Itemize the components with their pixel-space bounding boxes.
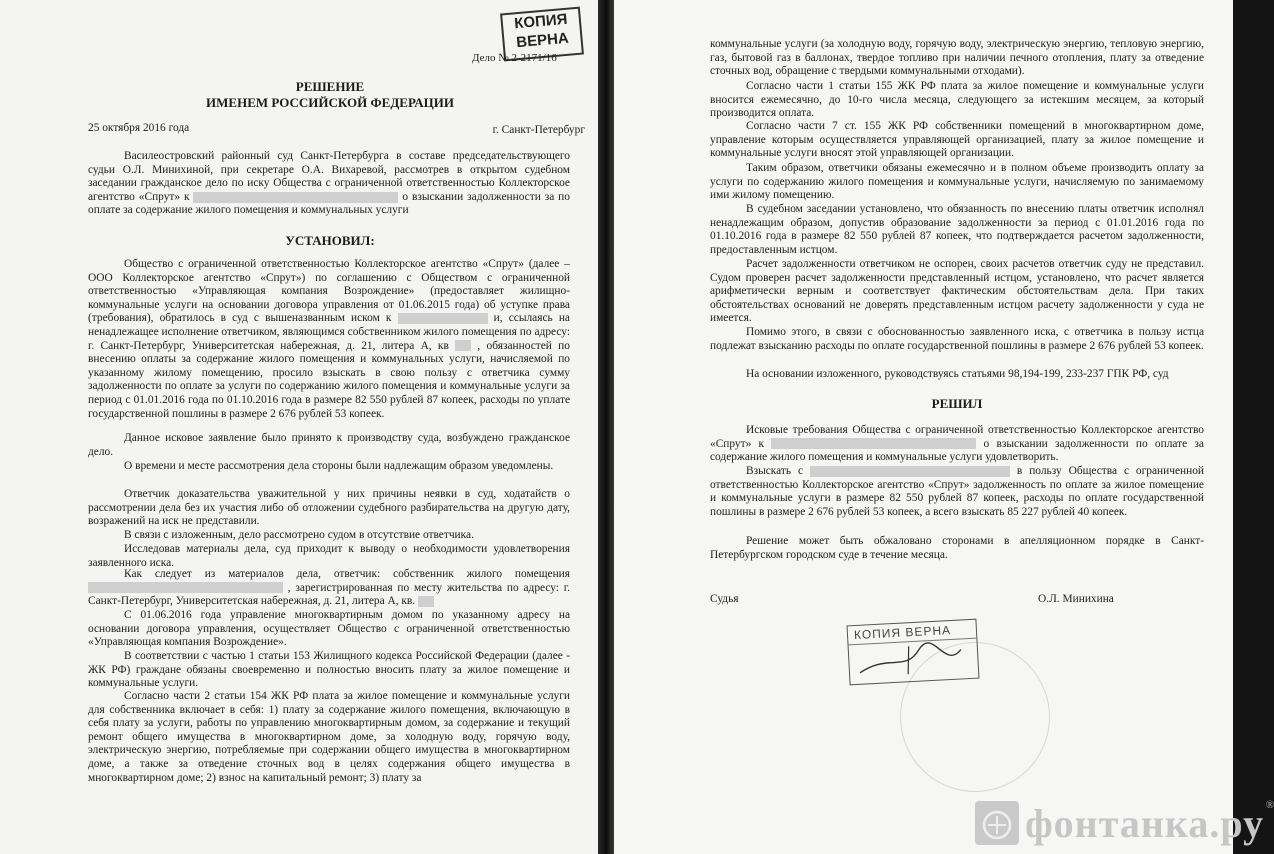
paragraph-notified: О времени и месте рассмотрения дела стороны были надлежащим образом уведомлены. <box>124 460 554 472</box>
paragraph-claim-text-c: , обязанностей по внесению оплаты за содержание жилого помещения и коммунальных услуги, начисляемой по указанному жилому помещению, просило взыскать в свою пользу с ответчика сумму задолженности по оплате за услуги по содержанию жилого помещения и коммунальные услуги за период с 01.01.2016 года по 01.10.2016 года в размере 82 550 рублей 87 копеек, расходы по уплате государственной пошлины в размере 2 676 рублей 53 копеек. <box>88 339 570 420</box>
paragraph-article-153: В соответствии с частью 1 статьи 153 Жилищного кодекса Российской Федерации (далее - ЖК РФ) граждане обязаны своевременно и полностью вносить плату за жилое помещение и коммунальные услуги. <box>88 650 570 690</box>
paragraph-owner-text-b: , зарегистрированная по месту жительства по адресу: г. Санкт-Петербург, Университетская набережная, д. 21, литера А, кв. <box>88 581 570 608</box>
judge-name: О.Л. Минихина <box>1038 593 1114 605</box>
decided-heading: РЕШИЛ <box>931 396 983 411</box>
redacted-name <box>398 313 488 324</box>
paragraph-article-154: Согласно части 2 статьи 154 ЖК РФ плата за жилое помещение и коммунальные услуги для собственника включает в себя: 1) плату за содержание жилого помещения, включающую в себя плату за услуги, работы по управлению многоквартирным домом, за содержание и текущий ремонт общего имущества в многоквартирном доме, за холодную воду, горячую воду, электрическую энергию, потребляемые при содержании общего имущества в многоквартирном доме, а также за отведение сточных вод в целях содержания общего имущества в многоквартирном доме; 2) взнос на капитальный ремонт; 3) плату за <box>88 690 570 784</box>
fontanka-logo <box>975 797 1274 849</box>
paragraph-satisfy <box>710 424 1204 465</box>
paragraph-recover-text: Взыскать с <box>746 465 804 477</box>
paragraph-owner <box>88 568 570 609</box>
paragraph-absence: Ответчик доказательства уважительной у них причины неявки в суд, ходатайств о рассмотрении дела без их участия либо об отложении судебного разбирательства на другую дату, возражений на иск не представили. <box>88 488 570 528</box>
paragraph-established-debt: В судебном заседании установлено, что обязанность по внесению платы ответчик исполнял ненадлежащим образом, допустив образование задолженности за период с 01.01.2016 года по 01.10.2016 года в размере 82 550 рублей 87 копеек, что подтверждается расчетом задолженности, предоставленным истцом. <box>710 203 1204 256</box>
redacted-apartment <box>455 340 471 351</box>
redacted-apartment <box>418 596 434 607</box>
paragraph-claim-text-b: и, ссылаясь на ненадлежащее исполнение ответчиком, являющимся собственником жилого помещения по адресу: г. Санкт-Петербург, Университетская набережная, д. 21, литера А, кв <box>88 312 570 352</box>
document-page-left <box>0 0 598 854</box>
redacted-name <box>193 192 398 203</box>
paragraph-article-155-1: Согласно части 1 статьи 155 ЖК РФ плата за жилое помещение и коммунальные услуги вносится ежемесячно, до 10-го числа месяца, следующего за истекшим месяцем, за который производится оплата. <box>710 80 1204 120</box>
copy-certified-stamp-bottom <box>847 619 980 686</box>
fontanka-logo-icon <box>975 801 1019 845</box>
paragraph-intro-text: Василеостровский районный суд Санкт-Петербурга в составе председательствующего судьи О.Л. Минихиной, при секретаре О.А. Вихаревой, рассмотрев в открытом судебном заседании гражданское дело по иску Общества с ограниченной ответственностью Коллекторское агентство «Спрут» к <box>88 150 570 203</box>
decision-date: 25 октября 2016 года <box>88 122 190 134</box>
paragraph-article-155-7: Согласно части 7 ст. 155 ЖК РФ собственники помещений в многоквартирном доме, управление которым осуществляется управляющей организацией, плату за жилое помещение и коммунальные услуги вносят этой управляющей организации. <box>710 120 1204 160</box>
registered-mark: ® <box>1265 799 1274 811</box>
redacted-name <box>88 582 283 593</box>
paragraph-intro <box>88 150 570 218</box>
stamp-text: КОПИЯ ВЕРНА <box>513 10 570 52</box>
paragraph-claim <box>88 258 570 421</box>
wheel-icon <box>975 801 1019 845</box>
book-gutter <box>598 0 614 854</box>
signature-icon <box>849 639 971 679</box>
paragraph-owner-text: Как следует из материалов дела, ответчик: собственник жилого помещения <box>124 568 570 580</box>
established-heading: УСТАНОВИЛ: <box>285 233 375 248</box>
paragraph-accepted: Данное исковое заявление было принято к производству суда, возбуждено гражданское дело. <box>88 432 570 458</box>
paragraph-intro-tail: о взыскании задолженности за по оплате за содержание жилого помещения и коммунальных услуги <box>88 190 570 217</box>
case-number: Дело № 2-2171/16 <box>472 52 557 64</box>
stamp-bottom-text: КОПИЯ ВЕРНА <box>848 620 977 646</box>
paragraph-satisfy-text: Исковые требования Общества с ограниченной ответственностью Коллекторское агентство «Спрут» к <box>710 424 1204 450</box>
paragraph-obligation: Таким образом, ответчики обязаны ежемесячно и в полном объеме производить оплату за услуги по содержанию жилого помещения и коммунальные услуги, начисляемую по занимаемому ими жилому помещению. <box>710 162 1204 202</box>
judge-label: Судья <box>710 593 739 605</box>
paragraph-management: С 01.06.2016 года управление многоквартирным домом по указанному адресу на основании договора управления, осуществляет Общество с ограниченной ответственностью «Управляющая компания Возрождение». <box>88 609 570 649</box>
paragraph-recover-text-b: в пользу Общества с ограниченной ответственностью Коллекторское агентство «Спрут» задолженность по оплате за жилое помещение и коммунальные услуги в размере 82 550 рублей 87 копеек, расходы по оплате государственной пошлины в размере 2 676 рублей 53 копеек, а всего взыскать 85 227 рублей 40 копеек. <box>710 465 1204 518</box>
paragraph-satisfy-text-b: о взыскании задолженности по оплате за содержание жилого помещения и коммунальные услуги удовлетворить. <box>710 437 1204 464</box>
document-subtitle: ИМЕНЕМ РОССИЙСКОЙ ФЕДЕРАЦИИ <box>206 95 454 110</box>
decision-city: г. Санкт-Петербург <box>492 124 585 136</box>
paragraph-utilities: коммунальные услуги (за холодную воду, горячую воду, электрическую энергию, тепловую энергию, газ, бытовой газ в баллонах, твердое топливо при наличии печного отопления, плату за отведение сточных вод, обращение с твердыми коммунальными отходами). <box>710 38 1204 78</box>
fontanka-logo-text: фонтанка.ру <box>1025 800 1265 846</box>
paragraph-calculation: Расчет задолженности ответчиком не оспорен, своих расчетов ответчик суду не представил. Судом проверен расчет задолженности представленный истцом, установлено, что расчет является арифметически верным и соответствует фактическим обстоятельствам дела. При таких обстоятельствах оснований не доверять представленным истцом расчету задолженности у суда не имеется. <box>710 258 1204 325</box>
paragraph-claim-text: Общество с ограниченной ответственностью Коллекторское агентство «Спрут» (далее – ООО Коллекторское агентство «Спрут») по соглашению с Обществом с ограниченной ответственностью «Управляющая компания Возрождение» (предоставляет жилищно-коммунальные услуги на основании договора управления от 01.06.2015 года) об уступке права (требования), обратилось в суд с вышеназванным иском к <box>88 258 570 325</box>
redacted-name <box>810 466 1010 477</box>
redacted-name <box>771 438 976 449</box>
paragraph-conclusion: Исследовав материалы дела, суд приходит к выводу о необходимости удовлетворения заявленного иска. <box>88 543 570 569</box>
paragraph-state-fee: Помимо этого, в связи с обоснованностью заявленного иска, с ответчика в пользу истца подлежат взысканию расходы по оплате государственной пошлины в размере 2 676 рублей 53 копеек. <box>710 326 1204 352</box>
paragraph-recover <box>710 465 1204 519</box>
paragraph-appeal: Решение может быть обжаловано сторонами в апелляционном порядке в Санкт-Петербургском городском суде в течение месяца. <box>710 535 1204 561</box>
paragraph-considered: В связи с изложенным, дело рассмотрено судом в отсутствие ответчика. <box>124 529 474 541</box>
document-title: РЕШЕНИЕ <box>295 79 365 94</box>
paragraph-grounds: На основании изложенного, руководствуясь статьями 98,194-199, 233-237 ГПК РФ, суд <box>746 368 1169 380</box>
